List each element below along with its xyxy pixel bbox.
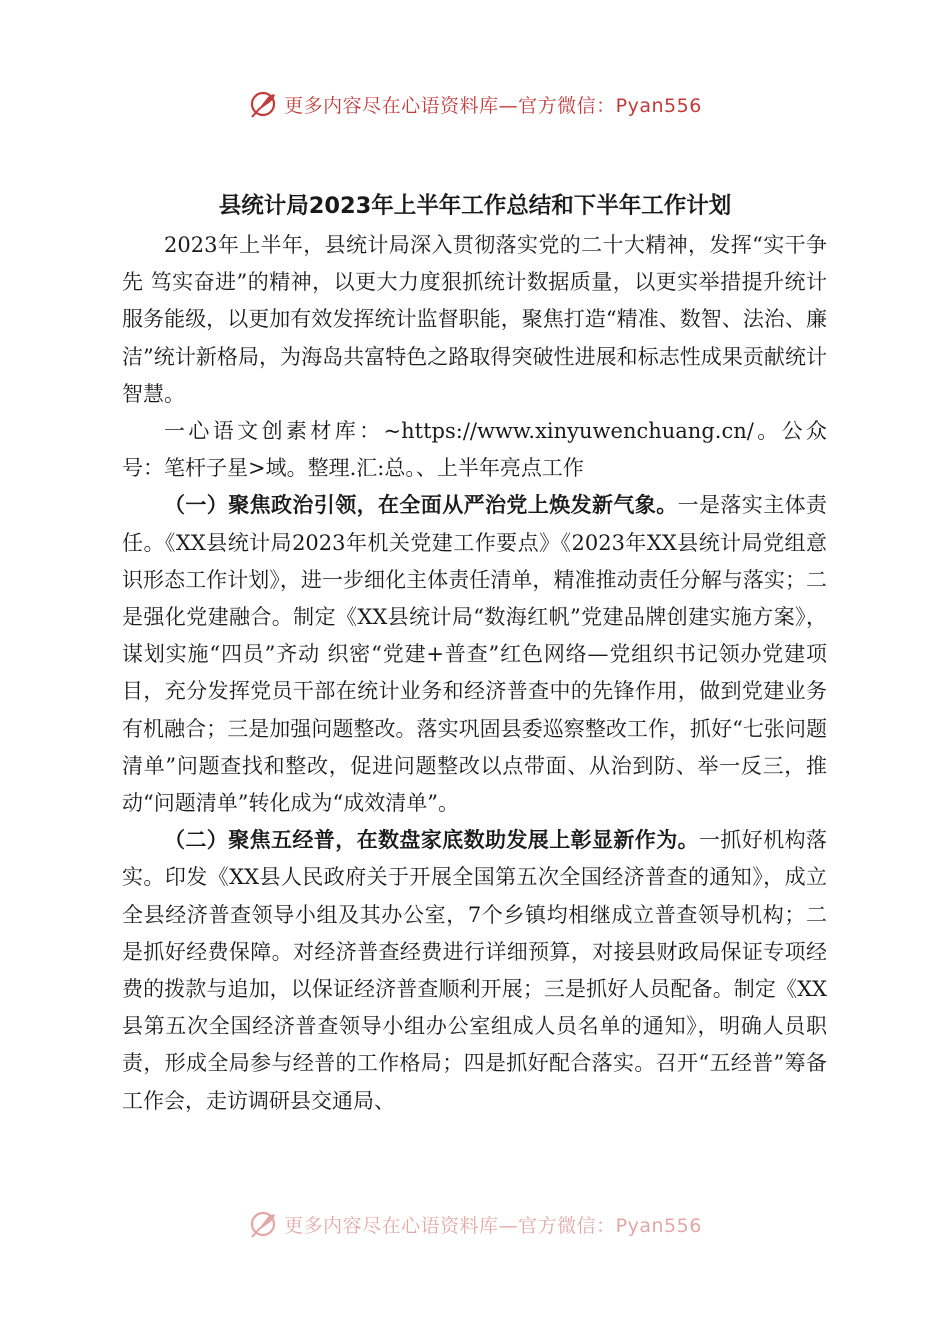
document-title: 县统计局2023年上半年工作总结和下半年工作计划 [218, 193, 732, 219]
source-line-paragraph: 一心语文创素材库：~https://www.xinyuwenchuang.cn/。公众号：笔杆子星>域。整理.汇:总。、上半年亮点工作 [122, 419, 827, 481]
section-1-heading: （一）聚焦政治引领，在全面从严治党上焕发新气象。 [164, 493, 678, 518]
quill-logo-icon [248, 89, 278, 119]
section-2-heading: （二）聚焦五经普，在数盘家底数助发展上彰显新作为。 [164, 828, 699, 853]
watermark-header [0, 86, 950, 122]
quill-logo-icon [248, 1209, 278, 1239]
watermark-text: 更多内容尽在心语资料库—官方微信：Pyan556 [284, 1214, 702, 1237]
watermark-footer [0, 1206, 950, 1242]
watermark-text: 更多内容尽在心语资料库—官方微信：Pyan556 [284, 94, 702, 117]
section-2-body: 一抓好机构落实。印发《XX县人民政府关于开展全国第五次全国经济普查的通知》，成立全县经济普查领导小组及其办公室，7个乡镇均相继成立普查领导机构；二是抓好经费保障。对经济普查经费进行详细预算，对接县财政局保证专项经费的拨款与追加，以保证经济普查顺利开展；三是抓好人员配备。制定《XX县第五次全国经济普查领导小组办公室组成人员名单的通知》，明确人员职责，形成全局参与经普的工作格局；四是抓好配合落实。召开“五经普”筹备工作会，走访调研县交通局、 [122, 828, 827, 1113]
section-1-paragraph [122, 487, 827, 822]
section-2-paragraph [122, 822, 827, 1120]
section-1-body: 一是落实主体责任。《XX县统计局2023年机关党建工作要点》《2023年XX县统计局党组意识形态工作计划》，进一步细化主体责任清单，精准推动责任分解与落实；二是强化党建融合。制定《XX县统计局“数海红帆”党建品牌创建实施方案》，谋划实施“四员”齐动 织密“党建+普查”红色网络—党组织书记领办党建项目，充分发挥党员干部在统计业务和经济普查中的先锋作用，做到党建业务有机融合；三是加强问题整改。落实巩固县委巡察整改工作，抓好“七张问题清单”问题查找和整改，促进问题整改以点带面、从治到防、举一反三，推动“问题清单”转化成为“成效清单”。 [122, 493, 828, 816]
intro-paragraph: 2023年上半年，县统计局深入贯彻落实党的二十大精神，发挥“实干争先 笃实奋进”的精神，以更大力度狠抓统计数据质量，以更实举措提升统计服务能级，以更加有效发挥统计监督职能，聚焦打造“精准、数智、法治、廉洁”统计新格局，为海岛共富特色之路取得突破性进展和标志性成果贡献统计智慧。 [122, 233, 827, 406]
document-body [122, 227, 827, 1120]
